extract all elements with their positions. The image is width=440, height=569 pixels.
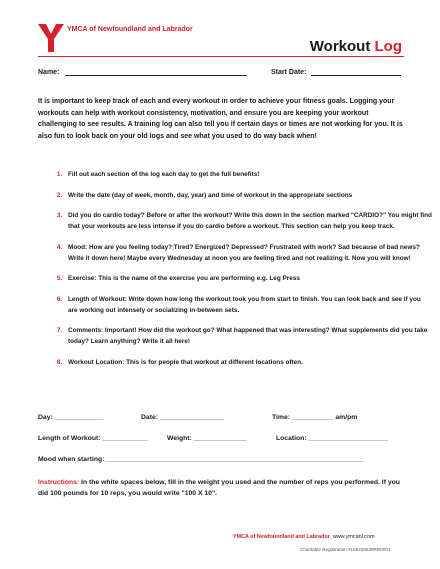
- start-date-label: Start Date:: [271, 69, 307, 76]
- time-label: Time:: [272, 414, 291, 421]
- location-label: Location:: [276, 435, 307, 442]
- intro-paragraph: It is important to keep track of each and every workout in order to achieve your fitness goals. Logging your workouts can help with workout consistency, motivation, and ensure you are keeping your workout challenging to see results. A training log can also tell you if certain days or times are not working for you. It is also fun to look back on your old logs and see what you used to do way back when!: [38, 98, 403, 140]
- ymca-logo-icon: [38, 24, 64, 52]
- location-field[interactable]: [276, 435, 388, 442]
- footer-registration: Charitable Registration #108225539RR0001: [300, 547, 391, 552]
- name-line[interactable]: [65, 67, 247, 76]
- title-main: Workout: [309, 38, 371, 55]
- org-name: YMCA of Newfoundland and Labrador: [67, 26, 193, 33]
- length-field[interactable]: [38, 435, 148, 442]
- step-item: 5. Exercise: This is the name of the exercise you are performing e.g. Leg Press: [64, 273, 432, 284]
- weight-blank: ______________: [193, 435, 247, 442]
- start-date-line[interactable]: [311, 67, 401, 76]
- weight-field[interactable]: [167, 435, 247, 442]
- time-blank: ___________: [291, 414, 334, 421]
- page-title: [310, 38, 402, 55]
- step-item: 1. Fill out each section of the log each day to get the full benefits!: [64, 169, 432, 180]
- start-date-field: [271, 67, 401, 76]
- location-blank: _____________________: [308, 435, 388, 442]
- date-blank: _________________: [159, 414, 225, 421]
- length-blank: ____________: [102, 435, 148, 442]
- day-field[interactable]: [38, 414, 104, 421]
- instructions-label: Instructions:: [38, 479, 80, 486]
- step-item: 2. Write the date (day of week, month, day, year) and time of workout in the appropriate sections: [64, 190, 432, 201]
- mood-field[interactable]: [38, 456, 363, 463]
- footer-line: [233, 534, 374, 540]
- title-accent: Log: [374, 38, 402, 55]
- mood-blank: ____________________________________________________________________: [106, 456, 364, 463]
- ampm-label: am/pm: [335, 414, 358, 421]
- instructions-paragraph: [38, 477, 404, 499]
- step-item: 8. Workout Location: This is for people that workout at different locations often.: [64, 357, 432, 368]
- step-item: 4. Mood: How are you feeling today? Tired? Energized? Depressed? Frustrated with work? Sad because of bad news? Write it down here! Maybe every Wednesday at noon you are feeling tired and not realizing it. Now you will know!: [64, 242, 432, 264]
- header-divider: [38, 56, 404, 57]
- mood-label: Mood when starting:: [38, 456, 105, 463]
- date-field[interactable]: [141, 414, 224, 421]
- day-blank: _____________: [54, 414, 104, 421]
- instruction-steps: [36, 169, 432, 377]
- step-item: 7. Comments: Important! How did the workout go? What happened that was interesting? What supplements did you take today? Learn anything? Write it all here!: [64, 325, 432, 347]
- weight-label: Weight:: [167, 435, 192, 442]
- name-field: [38, 67, 247, 76]
- time-field[interactable]: [272, 414, 357, 421]
- instructions-text: In the white spaces below, fill in the weight you used and the number of reps you performed. If you did 100 pounds for 10 reps, you would write "100 X 10".: [38, 479, 400, 497]
- footer-org-name: YMCA of Newfoundland and Labrador: [233, 534, 330, 540]
- step-item: 3. Did you do cardio today? Before or after the workout? Write this down in the section marked "CARDIO?" You might find that your workouts are less intense if you do cardio before a workout. This section can help you keep track.: [64, 210, 432, 232]
- day-label: Day:: [38, 414, 53, 421]
- date-label: Date:: [141, 414, 158, 421]
- name-label: Name:: [38, 69, 60, 76]
- step-item: 6. Length of Workout: Write down how long the workout took you from start to finish. You can look back and see if you are working out intensely or socializing in-between sets.: [64, 294, 432, 316]
- footer-website[interactable]: www.ymcanl.com: [332, 534, 375, 540]
- length-label: Length of Workout:: [38, 435, 101, 442]
